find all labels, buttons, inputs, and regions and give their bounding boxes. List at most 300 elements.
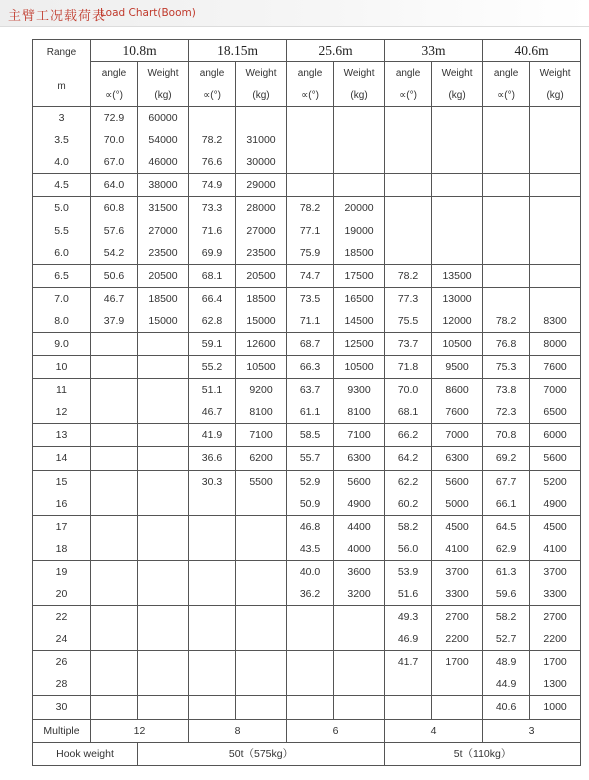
table-row [33, 628, 581, 651]
range-cell: 9.0 [33, 332, 91, 355]
angle-unit: ∝(°) [385, 84, 432, 107]
angle-header: angle [483, 62, 530, 85]
range-cell: 19 [33, 560, 91, 583]
angle-cell: 60.2 [385, 493, 432, 516]
angle-cell: 66.4 [189, 287, 236, 310]
weight-cell: 4500 [432, 515, 483, 538]
angle-cell [189, 515, 236, 538]
angle-cell: 75.5 [385, 310, 432, 333]
angle-cell: 67.0 [91, 151, 138, 174]
weight-cell [334, 151, 385, 174]
weight-cell: 31000 [236, 129, 287, 151]
weight-cell: 6500 [530, 401, 581, 424]
weight-unit: (kg) [530, 84, 581, 107]
angle-cell: 40.6 [483, 696, 530, 719]
weight-cell: 4500 [530, 515, 581, 538]
angle-cell [189, 673, 236, 696]
weight-header: Weight [432, 62, 483, 85]
angle-unit: ∝(°) [91, 84, 138, 107]
angle-cell: 66.3 [287, 356, 334, 379]
weight-cell: 60000 [138, 107, 189, 130]
weight-cell: 1300 [530, 673, 581, 696]
weight-cell [530, 219, 581, 241]
angle-cell [91, 651, 138, 674]
weight-cell: 13000 [432, 287, 483, 310]
angle-cell: 74.9 [189, 174, 236, 197]
weight-cell [138, 673, 189, 696]
weight-cell: 3600 [334, 560, 385, 583]
multiple-value: 8 [189, 719, 287, 742]
angle-cell [91, 673, 138, 696]
weight-unit: (kg) [334, 84, 385, 107]
weight-cell [530, 264, 581, 287]
chart-title-cn: 主臂工况载荷表 [8, 9, 107, 24]
range-cell: 3 [33, 107, 91, 130]
weight-cell: 29000 [236, 174, 287, 197]
angle-cell: 68.1 [385, 401, 432, 424]
weight-cell: 2700 [530, 606, 581, 629]
angle-cell: 63.7 [287, 379, 334, 402]
angle-cell [189, 538, 236, 561]
weight-cell [530, 107, 581, 130]
weight-cell [236, 673, 287, 696]
table-row [33, 606, 581, 629]
angle-cell [91, 493, 138, 516]
table-row [33, 673, 581, 696]
table-row [33, 264, 581, 287]
range-cell: 6.0 [33, 242, 91, 265]
angle-cell [483, 129, 530, 151]
multiple-value: 4 [385, 719, 483, 742]
weight-cell: 6300 [432, 447, 483, 470]
weight-cell: 9300 [334, 379, 385, 402]
angle-cell: 77.3 [385, 287, 432, 310]
range-cell: 5.0 [33, 197, 91, 220]
weight-cell: 3700 [530, 560, 581, 583]
weight-cell: 3300 [530, 583, 581, 606]
table-row [33, 560, 581, 583]
range-cell: 16 [33, 493, 91, 516]
table-row [33, 356, 581, 379]
weight-cell [236, 560, 287, 583]
weight-cell: 5000 [432, 493, 483, 516]
angle-cell: 46.7 [189, 401, 236, 424]
angle-cell: 50.6 [91, 264, 138, 287]
boom-length-header: 33m [385, 40, 483, 62]
multiple-row [33, 719, 581, 742]
table-row [33, 174, 581, 197]
table-row [33, 651, 581, 674]
angle-header: angle [287, 62, 334, 85]
angle-unit: ∝(°) [483, 84, 530, 107]
angle-cell [189, 696, 236, 719]
angle-cell [287, 628, 334, 651]
angle-cell: 41.9 [189, 424, 236, 447]
weight-cell: 5600 [432, 470, 483, 493]
weight-cell [334, 673, 385, 696]
weight-cell: 7000 [432, 424, 483, 447]
weight-cell [138, 515, 189, 538]
weight-cell [138, 401, 189, 424]
weight-header: Weight [138, 62, 189, 85]
weight-cell: 27000 [138, 219, 189, 241]
table-row [33, 332, 581, 355]
weight-cell: 8600 [432, 379, 483, 402]
angle-cell: 70.0 [385, 379, 432, 402]
table-row [33, 583, 581, 606]
weight-header: Weight [334, 62, 385, 85]
weight-cell: 12600 [236, 332, 287, 355]
weight-cell: 8100 [334, 401, 385, 424]
angle-header: angle [91, 62, 138, 85]
range-cell: 24 [33, 628, 91, 651]
angle-cell: 50.9 [287, 493, 334, 516]
weight-cell: 6300 [334, 447, 385, 470]
angle-cell: 70.0 [91, 129, 138, 151]
angle-cell [287, 606, 334, 629]
hook-weight-row [33, 742, 581, 765]
angle-cell: 64.5 [483, 515, 530, 538]
angle-header: angle [385, 62, 432, 85]
range-cell: 22 [33, 606, 91, 629]
angle-cell: 46.7 [91, 287, 138, 310]
table-row [33, 379, 581, 402]
weight-cell [138, 356, 189, 379]
weight-unit: (kg) [432, 84, 483, 107]
weight-cell: 14500 [334, 310, 385, 333]
angle-cell: 49.3 [385, 606, 432, 629]
table-row [33, 696, 581, 719]
multiple-label: Multiple [33, 719, 91, 742]
boom-length-header: 10.8m [91, 40, 189, 62]
angle-cell [189, 606, 236, 629]
range-cell: 8.0 [33, 310, 91, 333]
angle-cell: 54.2 [91, 242, 138, 265]
weight-cell [432, 129, 483, 151]
angle-cell: 72.3 [483, 401, 530, 424]
angle-cell: 73.8 [483, 379, 530, 402]
angle-cell: 78.2 [483, 310, 530, 333]
angle-cell: 61.1 [287, 401, 334, 424]
weight-cell [138, 628, 189, 651]
weight-cell: 7000 [530, 379, 581, 402]
angle-cell: 73.7 [385, 332, 432, 355]
hook-weight-label: Hook weight [33, 742, 138, 765]
angle-cell [385, 107, 432, 130]
table-row [33, 219, 581, 241]
weight-cell: 18500 [334, 242, 385, 265]
weight-cell [236, 696, 287, 719]
weight-cell: 7600 [530, 356, 581, 379]
weight-cell [138, 379, 189, 402]
weight-cell: 20500 [236, 264, 287, 287]
weight-cell [334, 696, 385, 719]
angle-cell: 57.6 [91, 219, 138, 241]
weight-cell: 1700 [530, 651, 581, 674]
weight-cell [138, 493, 189, 516]
angle-unit: ∝(°) [287, 84, 334, 107]
weight-cell [530, 197, 581, 220]
table-row [33, 129, 581, 151]
angle-cell: 59.6 [483, 583, 530, 606]
angle-cell: 66.1 [483, 493, 530, 516]
angle-cell [287, 129, 334, 151]
angle-cell [287, 107, 334, 130]
angle-cell [385, 219, 432, 241]
weight-cell: 7100 [334, 424, 385, 447]
weight-cell [334, 651, 385, 674]
weight-cell: 38000 [138, 174, 189, 197]
weight-cell [432, 151, 483, 174]
angle-cell: 59.1 [189, 332, 236, 355]
boom-length-header: 18.15m [189, 40, 287, 62]
weight-cell [432, 673, 483, 696]
range-cell: 12 [33, 401, 91, 424]
weight-cell: 5200 [530, 470, 581, 493]
weight-cell [530, 287, 581, 310]
angle-cell: 77.1 [287, 219, 334, 241]
angle-cell [189, 107, 236, 130]
weight-cell: 9500 [432, 356, 483, 379]
angle-cell: 52.7 [483, 628, 530, 651]
angle-cell: 75.9 [287, 242, 334, 265]
weight-cell [138, 470, 189, 493]
weight-cell [138, 424, 189, 447]
weight-unit: (kg) [236, 84, 287, 107]
angle-cell: 76.8 [483, 332, 530, 355]
boom-length-header: 25.6m [287, 40, 385, 62]
weight-cell: 3300 [432, 583, 483, 606]
weight-cell [432, 696, 483, 719]
angle-cell: 75.3 [483, 356, 530, 379]
weight-cell [432, 107, 483, 130]
weight-cell [138, 651, 189, 674]
angle-cell: 40.0 [287, 560, 334, 583]
multiple-value: 3 [483, 719, 581, 742]
angle-cell: 55.2 [189, 356, 236, 379]
angle-cell: 41.7 [385, 651, 432, 674]
range-unit: m [57, 81, 66, 92]
weight-cell: 2200 [530, 628, 581, 651]
angle-cell: 73.5 [287, 287, 334, 310]
weight-cell [138, 606, 189, 629]
angle-cell: 48.9 [483, 651, 530, 674]
weight-cell [236, 583, 287, 606]
weight-cell [432, 242, 483, 265]
weight-cell [236, 651, 287, 674]
weight-cell [530, 151, 581, 174]
angle-cell [483, 151, 530, 174]
range-cell: 26 [33, 651, 91, 674]
angle-cell: 68.7 [287, 332, 334, 355]
angle-cell [287, 696, 334, 719]
angle-cell: 51.1 [189, 379, 236, 402]
angle-cell [385, 151, 432, 174]
angle-cell: 51.6 [385, 583, 432, 606]
angle-cell [483, 287, 530, 310]
weight-cell: 4000 [334, 538, 385, 561]
weight-cell: 54000 [138, 129, 189, 151]
angle-cell: 58.5 [287, 424, 334, 447]
range-header-cell [33, 40, 91, 107]
angle-cell [91, 447, 138, 470]
angle-cell: 67.7 [483, 470, 530, 493]
weight-cell: 1000 [530, 696, 581, 719]
table-row [33, 424, 581, 447]
angle-cell: 70.8 [483, 424, 530, 447]
angle-cell [91, 356, 138, 379]
angle-cell: 46.8 [287, 515, 334, 538]
weight-cell: 4900 [530, 493, 581, 516]
hook-weight-value: 50t（575kg） [138, 742, 385, 765]
weight-cell [334, 628, 385, 651]
angle-cell: 56.0 [385, 538, 432, 561]
weight-cell: 19000 [334, 219, 385, 241]
range-cell: 4.5 [33, 174, 91, 197]
table-row [33, 538, 581, 561]
weight-cell [432, 219, 483, 241]
table-row [33, 107, 581, 130]
weight-cell: 8300 [530, 310, 581, 333]
angle-cell: 62.2 [385, 470, 432, 493]
table-row [33, 401, 581, 424]
weight-cell [334, 174, 385, 197]
weight-cell: 18500 [236, 287, 287, 310]
range-cell: 10 [33, 356, 91, 379]
weight-cell: 17500 [334, 264, 385, 287]
multiple-value: 12 [91, 719, 189, 742]
angle-cell: 64.2 [385, 447, 432, 470]
weight-cell: 6000 [530, 424, 581, 447]
angle-cell: 46.9 [385, 628, 432, 651]
weight-cell [432, 174, 483, 197]
angle-cell [91, 606, 138, 629]
angle-cell: 71.1 [287, 310, 334, 333]
angle-unit: ∝(°) [189, 84, 236, 107]
angle-cell [287, 174, 334, 197]
angle-cell [91, 628, 138, 651]
angle-cell: 78.2 [385, 264, 432, 287]
range-cell: 17 [33, 515, 91, 538]
weight-cell [530, 174, 581, 197]
angle-cell [385, 197, 432, 220]
table-row [33, 493, 581, 516]
angle-cell [91, 515, 138, 538]
angle-cell: 71.6 [189, 219, 236, 241]
angle-cell [483, 174, 530, 197]
weight-cell [138, 583, 189, 606]
angle-cell [189, 583, 236, 606]
angle-cell [483, 219, 530, 241]
angle-header: angle [189, 62, 236, 85]
header-row-labels [33, 62, 581, 85]
angle-cell [189, 493, 236, 516]
angle-cell [91, 379, 138, 402]
header-row-lengths [33, 40, 581, 62]
angle-cell [483, 264, 530, 287]
angle-cell [91, 583, 138, 606]
angle-cell: 58.2 [483, 606, 530, 629]
angle-cell: 74.7 [287, 264, 334, 287]
angle-cell [385, 174, 432, 197]
range-cell: 30 [33, 696, 91, 719]
weight-cell: 28000 [236, 197, 287, 220]
angle-cell: 78.2 [287, 197, 334, 220]
table-row [33, 515, 581, 538]
weight-cell: 1700 [432, 651, 483, 674]
angle-cell [385, 696, 432, 719]
range-cell: 20 [33, 583, 91, 606]
weight-cell [236, 538, 287, 561]
angle-cell [483, 242, 530, 265]
weight-cell: 4400 [334, 515, 385, 538]
weight-cell: 46000 [138, 151, 189, 174]
angle-cell [189, 651, 236, 674]
angle-cell: 37.9 [91, 310, 138, 333]
angle-cell [91, 401, 138, 424]
weight-cell [334, 107, 385, 130]
weight-cell: 10500 [432, 332, 483, 355]
chart-title-en: Load Chart(Boom) [100, 7, 196, 19]
weight-cell [432, 197, 483, 220]
table-row [33, 310, 581, 333]
angle-cell [385, 129, 432, 151]
angle-cell: 52.9 [287, 470, 334, 493]
weight-cell: 9200 [236, 379, 287, 402]
weight-cell: 13500 [432, 264, 483, 287]
angle-cell [189, 628, 236, 651]
angle-cell: 36.6 [189, 447, 236, 470]
weight-cell: 20000 [334, 197, 385, 220]
angle-cell [91, 424, 138, 447]
angle-cell: 73.3 [189, 197, 236, 220]
weight-cell: 18500 [138, 287, 189, 310]
weight-header: Weight [236, 62, 287, 85]
angle-cell [385, 242, 432, 265]
angle-cell: 64.0 [91, 174, 138, 197]
weight-cell [138, 560, 189, 583]
weight-cell: 8000 [530, 332, 581, 355]
angle-cell: 68.1 [189, 264, 236, 287]
weight-cell: 7100 [236, 424, 287, 447]
range-cell: 13 [33, 424, 91, 447]
weight-cell [236, 107, 287, 130]
angle-cell: 71.8 [385, 356, 432, 379]
table-row [33, 242, 581, 265]
angle-cell [91, 332, 138, 355]
angle-cell: 60.8 [91, 197, 138, 220]
weight-cell [138, 538, 189, 561]
weight-cell: 15000 [236, 310, 287, 333]
weight-cell: 10500 [334, 356, 385, 379]
angle-cell [91, 470, 138, 493]
weight-cell: 27000 [236, 219, 287, 241]
weight-cell: 23500 [236, 242, 287, 265]
angle-cell [91, 696, 138, 719]
range-cell: 11 [33, 379, 91, 402]
angle-cell: 66.2 [385, 424, 432, 447]
weight-cell: 4100 [432, 538, 483, 561]
table-row [33, 197, 581, 220]
range-label: Range [46, 47, 77, 58]
weight-cell: 20500 [138, 264, 189, 287]
weight-header: Weight [530, 62, 581, 85]
table-row [33, 470, 581, 493]
weight-cell [530, 242, 581, 265]
angle-cell: 62.9 [483, 538, 530, 561]
weight-cell [236, 515, 287, 538]
weight-cell: 2700 [432, 606, 483, 629]
